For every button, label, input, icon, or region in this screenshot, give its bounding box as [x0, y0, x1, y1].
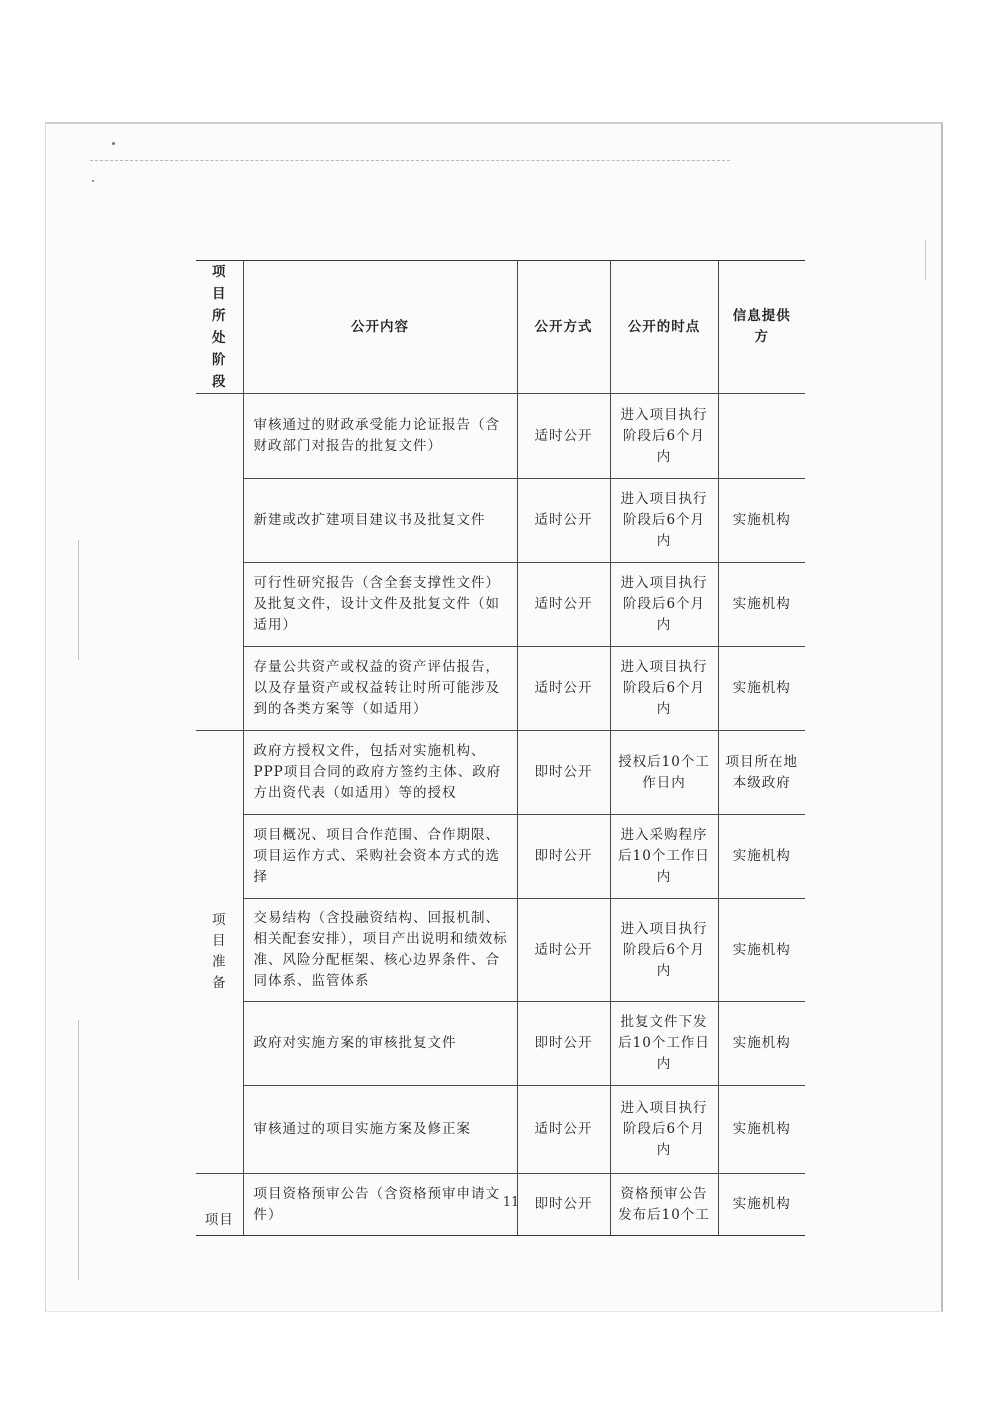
row-timing: 进入项目执行阶段后6个月内	[610, 647, 718, 731]
row-content: 新建或改扩建项目建议书及批复文件	[243, 479, 517, 563]
row-method: 适时公开	[517, 899, 610, 1002]
scan-edge-mark	[78, 540, 79, 660]
row-provider: 实施机构	[718, 1174, 805, 1236]
row-provider: 实施机构	[718, 1002, 805, 1086]
stage-cell	[196, 394, 243, 731]
row-provider	[718, 394, 805, 479]
row-timing: 进入项目执行阶段后6个月内	[610, 479, 718, 563]
row-timing: 进入采购程序后10个工作日内	[610, 815, 718, 899]
table-row	[196, 815, 805, 899]
row-method: 适时公开	[517, 647, 610, 731]
row-provider: 项目所在地本级政府	[718, 731, 805, 815]
row-content: 审核通过的财政承受能力论证报告（含财政部门对报告的批复文件）	[243, 394, 517, 479]
header-method: 公开方式	[517, 261, 610, 394]
row-provider: 实施机构	[718, 647, 805, 731]
row-timing: 资格预审公告发布后10个工	[610, 1174, 718, 1236]
table-row	[196, 563, 805, 647]
scan-speck	[112, 142, 115, 145]
table-header-row	[196, 261, 805, 394]
row-timing: 进入项目执行阶段后6个月内	[610, 563, 718, 647]
row-method: 即时公开	[517, 731, 610, 815]
row-method: 适时公开	[517, 394, 610, 479]
row-timing: 进入项目执行阶段后6个月内	[610, 899, 718, 1002]
row-method: 即时公开	[517, 815, 610, 899]
row-provider: 实施机构	[718, 899, 805, 1002]
row-timing: 授权后10个工作日内	[610, 731, 718, 815]
table-row	[196, 1002, 805, 1086]
disclosure-table	[196, 260, 805, 1236]
row-content: 政府方授权文件，包括对实施机构、PPP项目合同的政府方签约主体、政府方出资代表（如适用）等的授权	[243, 731, 517, 815]
row-content: 项目资格预审公告（含资格预审申请文件）	[243, 1174, 517, 1236]
row-method: 适时公开	[517, 479, 610, 563]
row-method: 即时公开	[517, 1174, 610, 1236]
row-method: 即时公开	[517, 1002, 610, 1086]
table-row	[196, 479, 805, 563]
row-content: 存量公共资产或权益的资产评估报告，以及存量资产或权益转让时所可能涉及到的各类方案等（如适用）	[243, 647, 517, 731]
stage-label: 项目准备	[212, 912, 227, 991]
table-row	[196, 647, 805, 731]
scan-edge-mark	[925, 240, 926, 280]
header-timing: 公开的时点	[610, 261, 718, 394]
table-row	[196, 899, 805, 1002]
row-content: 审核通过的项目实施方案及修正案	[243, 1086, 517, 1174]
row-provider: 实施机构	[718, 479, 805, 563]
row-content: 政府对实施方案的审核批复文件	[243, 1002, 517, 1086]
row-content: 交易结构（含投融资结构、回报机制、相关配套安排），项目产出说明和绩效标准、风险分配框架、核心边界条件、合同体系、监管体系	[243, 899, 517, 1002]
row-timing: 进入项目执行阶段后6个月内	[610, 1086, 718, 1174]
row-timing: 进入项目执行阶段后6个月内	[610, 394, 718, 479]
row-content: 项目概况、项目合作范围、合作期限、项目运作方式、采购社会资本方式的选择	[243, 815, 517, 899]
scan-speck	[92, 180, 94, 182]
row-content: 可行性研究报告（含全套支撑性文件）及批复文件，设计文件及批复文件（如适用）	[243, 563, 517, 647]
stage-label: 项目	[204, 1212, 234, 1228]
row-method: 适时公开	[517, 1086, 610, 1174]
row-provider: 实施机构	[718, 563, 805, 647]
table-row	[196, 394, 805, 479]
row-method: 适时公开	[517, 563, 610, 647]
header-provider: 信息提供方	[718, 261, 805, 394]
stage-cell-preparation	[196, 731, 243, 1174]
stage-cell-next	[196, 1174, 243, 1236]
header-stage: 项目所处阶段	[196, 261, 243, 394]
row-timing: 批复文件下发后10个工作日内	[610, 1002, 718, 1086]
row-provider: 实施机构	[718, 1086, 805, 1174]
header-rule	[90, 160, 730, 161]
table-row	[196, 731, 805, 815]
scan-edge-mark	[78, 1020, 79, 1280]
row-provider: 实施机构	[718, 815, 805, 899]
page-number: 11	[502, 1195, 520, 1210]
header-content: 公开内容	[243, 261, 517, 394]
table-row	[196, 1086, 805, 1174]
